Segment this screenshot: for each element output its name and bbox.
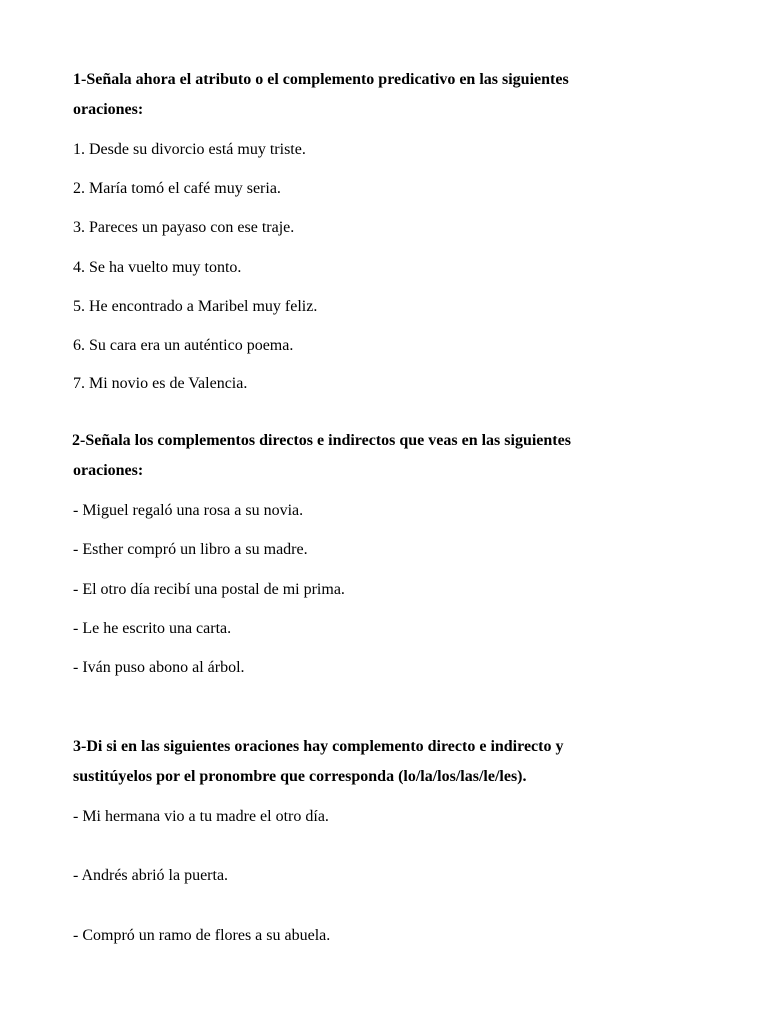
section1-item: 5. He encontrado a Maribel muy feliz.	[73, 298, 318, 315]
section3-item: - Compró un ramo de flores a su abuela.	[73, 927, 331, 944]
section2-heading-line2: oraciones:	[73, 462, 144, 479]
section1-item: 7. Mi novio es de Valencia.	[73, 375, 248, 392]
section3-heading-line2: sustitúyelos por el pronombre que corresponda (lo/la/los/las/le/les).	[73, 768, 527, 785]
section2-item: - Iván puso abono al árbol.	[73, 659, 245, 676]
section2-heading-line1: 2-Señala los complementos directos e indirectos que veas en las siguientes	[72, 432, 571, 449]
section1-heading-line1: 1-Señala ahora el atributo o el complemento predicativo en las siguientes	[73, 71, 569, 88]
section2-item: - Le he escrito una carta.	[73, 620, 232, 637]
section1-item: 4. Se ha vuelto muy tonto.	[73, 259, 242, 276]
section1-item: 6. Su cara era un auténtico poema.	[73, 337, 294, 354]
section2-item: - Miguel regaló una rosa a su novia.	[73, 502, 304, 519]
section1-item: 2. María tomó el café muy seria.	[73, 180, 281, 197]
section1-item: 1. Desde su divorcio está muy triste.	[73, 141, 306, 158]
section3-item: - Andrés abrió la puerta.	[73, 867, 229, 884]
section2-item: - Esther compró un libro a su madre.	[73, 541, 308, 558]
section1-heading-line2: oraciones:	[73, 101, 144, 118]
section2-item: - El otro día recibí una postal de mi prima.	[73, 581, 345, 598]
section3-heading-line1: 3-Di si en las siguientes oraciones hay complemento directo e indirecto y	[73, 738, 564, 755]
section3-item: - Mi hermana vio a tu madre el otro día.	[73, 808, 329, 825]
section1-item: 3. Pareces un payaso con ese traje.	[73, 219, 295, 236]
